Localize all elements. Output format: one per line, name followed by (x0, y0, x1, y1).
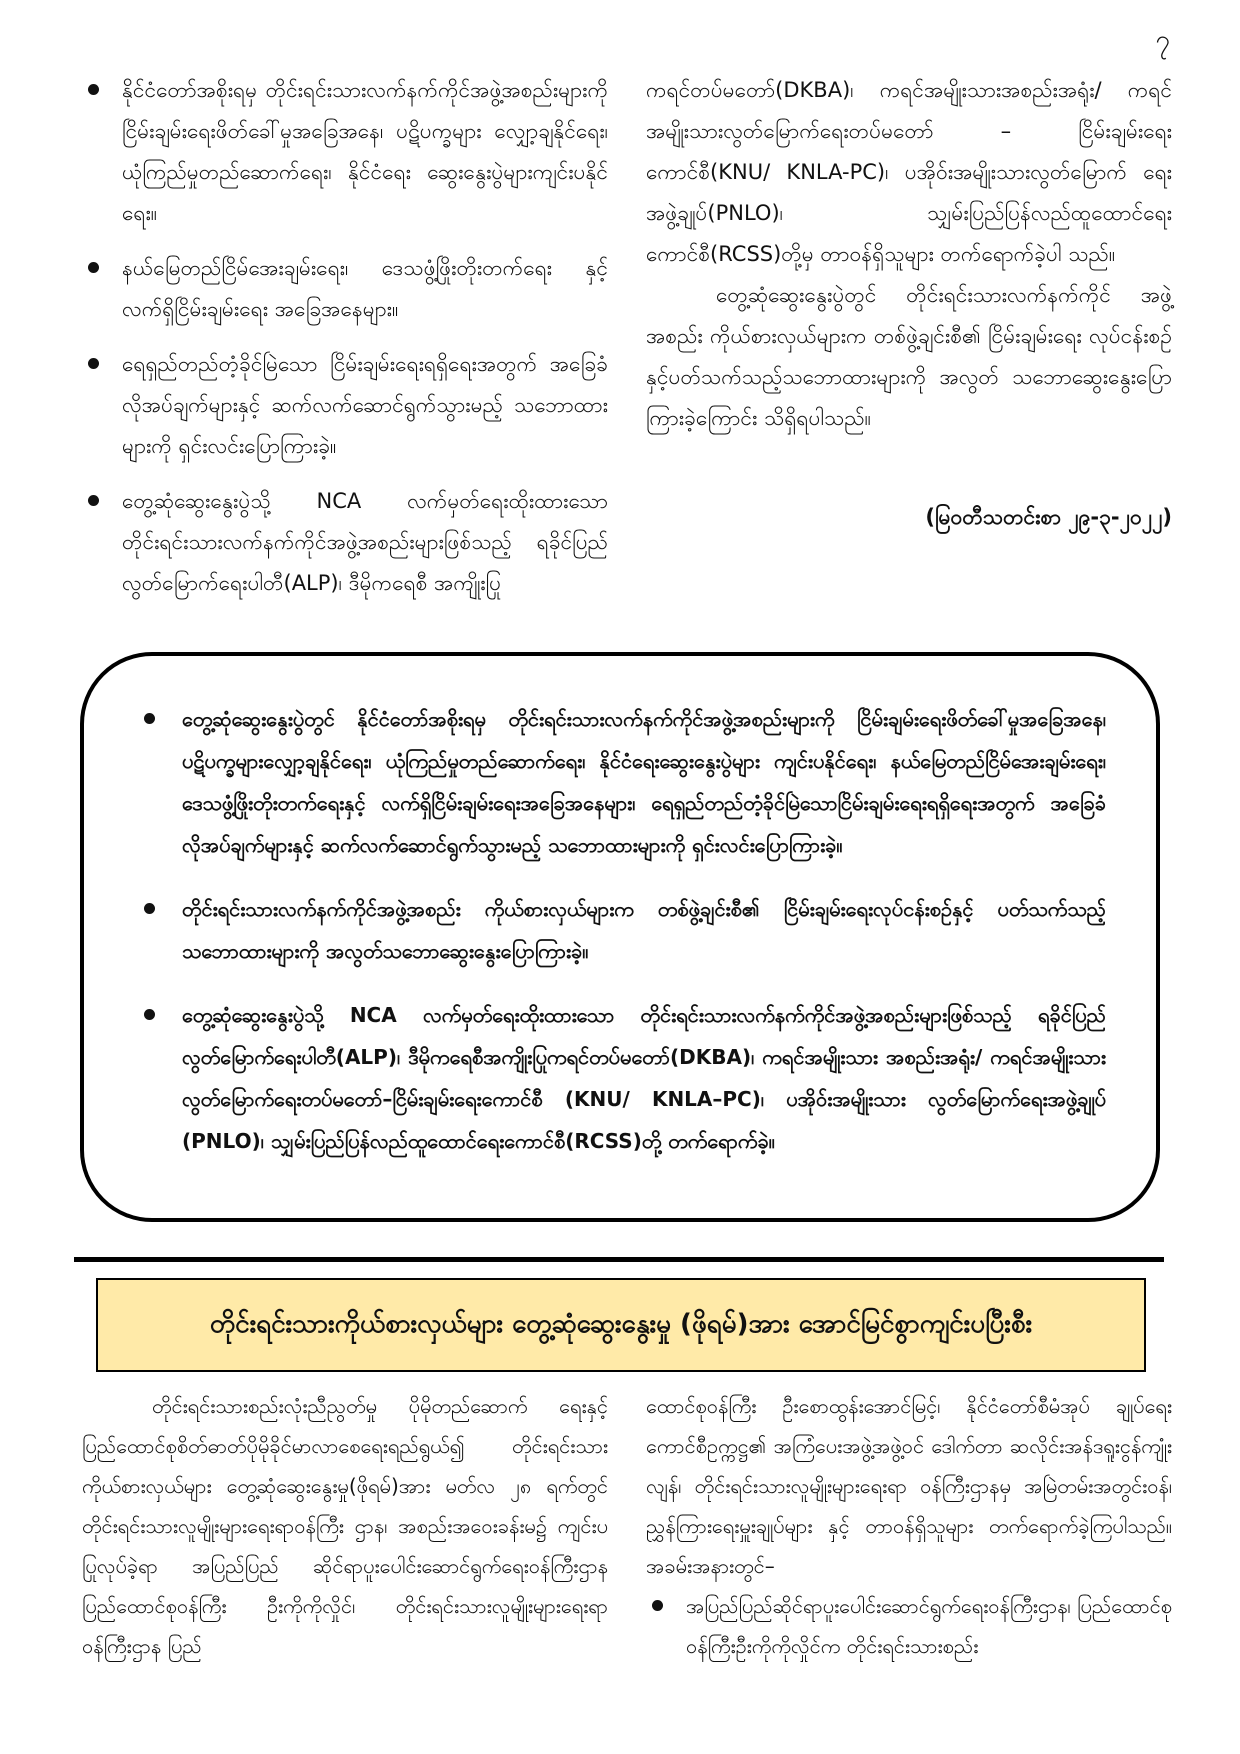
page-number: ၇ (1155, 25, 1170, 55)
bottom-right-bullet-list (646, 1586, 1172, 1666)
bullet-text: တွေ့ဆုံဆွေးနွေးပွဲတွင် နိုင်ငံတော်အစိုးရမှ တိုင်းရင်းသားလက်နက်ကိုင်အဖွဲ့အစည်းများကို ငြိမ်းချမ်းရေးဖိတ်ခေါ်မှုအခြေအနေ၊ ပဋိပက္ခများလျှော့ချနိုင်ရေး၊ ယုံကြည်မှုတည်ဆောက်ရေး၊ နိုင်ငံရေးဆွေးနွေးပွဲများ ကျင်းပနိုင်ရေး၊ နယ်မြေတည်ငြိမ်အေးချမ်းရေး၊ ဒေသဖွံ့ဖြိုးတိုးတက်ရေးနှင့် လက်ရှိငြိမ်းချမ်းရေးအခြေအနေများ၊ ရေရှည်တည်တံ့ခိုင်မြဲသောငြိမ်းချမ်းရေးရရှိရေးအတွက် အခြေခံလိုအပ်ချက်များနှင့် ဆက်လက်ဆောင်ရွက်သွားမည့် သဘောထားများကို ရှင်းလင်းပြောကြားခဲ့။ (182, 707, 1106, 857)
list-item (82, 344, 608, 467)
bullet-text: နယ်မြေတည်ငြိမ်အေးချမ်းရေး၊ ဒေသဖွံ့ဖြိုးတိုးတက်ရေး နှင့် လက်ရှိငြိမ်းချမ်းရေး အခြေအနေများ။ (122, 256, 608, 321)
top-left-column (82, 70, 608, 618)
summary-box (80, 652, 1160, 1222)
bullet-text: တွေ့ဆုံဆွေးနွေးပွဲသို့ NCA လက်မှတ်ရေးထိုးထားသော တိုင်းရင်းသားလက်နက်ကိုင်အဖွဲ့အစည်းများဖြစ်သည့် ရခိုင်ပြည်လွတ်မြောက်ရေးပါတီ(ALP)၊ ဒီမိုကရေစီအကျိုးပြုကရင်တပ်မတော်(DKBA)၊ ကရင်အမျိုးသား အစည်းအရုံး/ ကရင်အမျိုးသားလွတ်မြောက်ရေးတပ်မတော်–ငြိမ်းချမ်းရေးကောင်စီ (KNU/ KNLA–PC)၊ ပအိုဝ်းအမျိုးသား လွတ်မြောက်ရေးအဖွဲ့ချုပ် (PNLO)၊ သျှမ်းပြည်ပြန်လည်ထူထောင်ရေးကောင်စီ(RCSS)တို့ တက်ရောက်ခဲ့။ (182, 1003, 1106, 1153)
bullet-icon (144, 713, 155, 724)
bullet-icon (88, 358, 99, 369)
top-article-continuation (82, 70, 1172, 618)
list-item (646, 1586, 1172, 1666)
bullet-text: တိုင်းရင်းသားလက်နက်ကိုင်အဖွဲ့အစည်း ကိုယ်စားလှယ်များက တစ်ဖွဲ့ချင်းစီ၏ ငြိမ်းချမ်းရေးလုပ်ငန်းစဉ်နှင့် ပတ်သက်သည့် သဘောထားများကို အလွတ်သဘောဆွေးနွေးပြောကြားခဲ့။ (182, 897, 1106, 963)
bullet-text: အပြည်ပြည်ဆိုင်ရာပူးပေါင်းဆောင်ရွက်ရေးဝန်ကြီးဌာန၊ ပြည်ထောင်စုဝန်ကြီးဦးကိုကိုလှိုင်က တိုင်းရင်းသားစည်း (686, 1594, 1172, 1658)
list-item (138, 888, 1106, 972)
article-paragraph: တိုင်းရင်းသားစည်းလုံးညီညွတ်မှု ပိုမိုတည်ဆောက် ရေးနှင့် ပြည်ထောင်စုစိတ်ဓာတ်ပိုမိုခိုင်မာလာစေရေးရည်ရွယ်၍ တိုင်းရင်းသားကိုယ်စားလှယ်များ တွေ့ဆုံဆွေးနွေးမှု(ဖိုရမ်)အား မတ်လ ၂၈ ရက်တွင် တိုင်းရင်းသားလူမျိုးများရေးရာဝန်ကြီး ဌာန၊ အစည်းအဝေးခန်းမ၌ ကျင်းပပြုလုပ်ခဲ့ရာ အပြည်ပြည် ဆိုင်ရာပူးပေါင်းဆောင်ရွက်ရေးဝန်ကြီးဌာန ပြည်ထောင်စုဝန်ကြီး ဦးကိုကိုလှိုင်၊ တိုင်းရင်းသားလူမျိုးများရေးရာဝန်ကြီးဌာန ပြည် (82, 1394, 608, 1658)
news-source: (မြဝတီသတင်းစာ ၂၉-၃-၂၀၂၂) (925, 505, 1172, 529)
top-left-bullet-list (82, 70, 608, 604)
list-item (138, 994, 1106, 1162)
bullet-icon (88, 262, 99, 273)
article-headline: တိုင်းရင်းသားကိုယ်စားလှယ်များ တွေ့ဆုံဆွေးနွေးမှု (ဖိုရမ်)အား အောင်မြင်စွာကျင်းပပြီးစီး (96, 1278, 1146, 1372)
bottom-left-column (82, 1386, 608, 1680)
bottom-right-column (646, 1386, 1172, 1680)
bullet-text: တွေ့ဆုံဆွေးနွေးပွဲသို့ NCA လက်မှတ်ရေးထိုးထားသော တိုင်းရင်းသားလက်နက်ကိုင်အဖွဲ့အစည်းများဖြစ်သည့် ရခိုင်ပြည်လွတ်မြောက်ရေးပါတီ(ALP)၊ ဒီမိုကရေစီ အကျိုးပြု (122, 489, 608, 595)
article-paragraph: ထောင်စုဝန်ကြီး ဦးစောထွန်းအောင်မြင့်၊ နိုင်ငံတော်စီမံအုပ် ချုပ်ရေးကောင်စီဥက္ကဋ္ဌ၏ အကြံပေးအဖွဲ့အဖွဲ့ဝင် ဒေါက်တာ ဆလိုင်းအန်ဒရူးငွန်ကျုံးလျန်၊ တိုင်းရင်းသားလူမျိုးများရေးရာ ဝန်ကြီးဌာနမှ အမြဲတမ်းအတွင်းဝန်၊ ညွှန်ကြားရေးမှူးချုပ်များ နှင့် တာဝန်ရှိသူများ တက်ရောက်ခဲ့ကြပါသည်။ အခမ်းအနားတွင်– (646, 1394, 1172, 1578)
bullet-text: နိုင်ငံတော်အစိုးရမှ တိုင်းရင်းသားလက်နက်ကိုင်အဖွဲ့အစည်းများကို ငြိမ်းချမ်းရေးဖိတ်ခေါ်မှုအခြေအနေ၊ ပဋိပက္ခများ လျှော့ချနိုင်ရေး၊ ယုံကြည်မှုတည်ဆောက်ရေး၊ နိုင်ငံရေး ဆွေးနွေးပွဲများကျင်းပနိုင်ရေး။ (122, 78, 608, 225)
section-divider (74, 1257, 1164, 1262)
list-item (82, 248, 608, 330)
article-paragraph: တွေ့ဆုံဆွေးနွေးပွဲတွင် တိုင်းရင်းသားလက်နက်ကိုင် အဖွဲ့အစည်း ကိုယ်စားလှယ်များက တစ်ဖွဲ့ချင်းစီ၏ ငြိမ်းချမ်းရေး လုပ်ငန်းစဉ်နှင့်ပတ်သက်သည့်သဘောထားများကို အလွတ် သဘောဆွေးနွေးပြောကြားခဲ့ကြောင်း သိရှိရပါသည်။ (646, 283, 1172, 430)
list-item (82, 70, 608, 234)
bullet-icon (144, 1009, 155, 1020)
article-paragraph: ကရင်တပ်မတော်(DKBA)၊ ကရင်အမျိုးသားအစည်းအရုံး/ ကရင်အမျိုးသားလွတ်မြောက်ရေးတပ်မတော် – ငြိမ်းချမ်းရေး ကောင်စီ(KNU/ KNLA-PC)၊ ပအိုဝ်းအမျိုးသားလွတ်မြောက် ရေးအဖွဲ့ချုပ်(PNLO)၊ သျှမ်းပြည်ပြန်လည်ထူထောင်ရေး ကောင်စီ(RCSS)တို့မှ တာဝန်ရှိသူများ တက်ရောက်ခဲ့ပါ သည်။ (646, 78, 1172, 266)
bottom-article (82, 1386, 1172, 1680)
list-item (82, 481, 608, 604)
bullet-icon (652, 1600, 663, 1611)
top-right-column (646, 70, 1172, 618)
bullet-icon (88, 84, 99, 95)
bullet-icon (144, 903, 155, 914)
summary-bullet-list (138, 698, 1106, 1162)
list-item (138, 698, 1106, 866)
bullet-icon (88, 495, 99, 506)
bullet-text: ရေရှည်တည်တံ့ခိုင်မြဲသော ငြိမ်းချမ်းရေးရရှိရေးအတွက် အခြေခံလိုအပ်ချက်များနှင့် ဆက်လက်ဆောင်ရွက်သွားမည့် သဘောထားများကို ရှင်းလင်းပြောကြားခဲ့။ (122, 352, 608, 458)
